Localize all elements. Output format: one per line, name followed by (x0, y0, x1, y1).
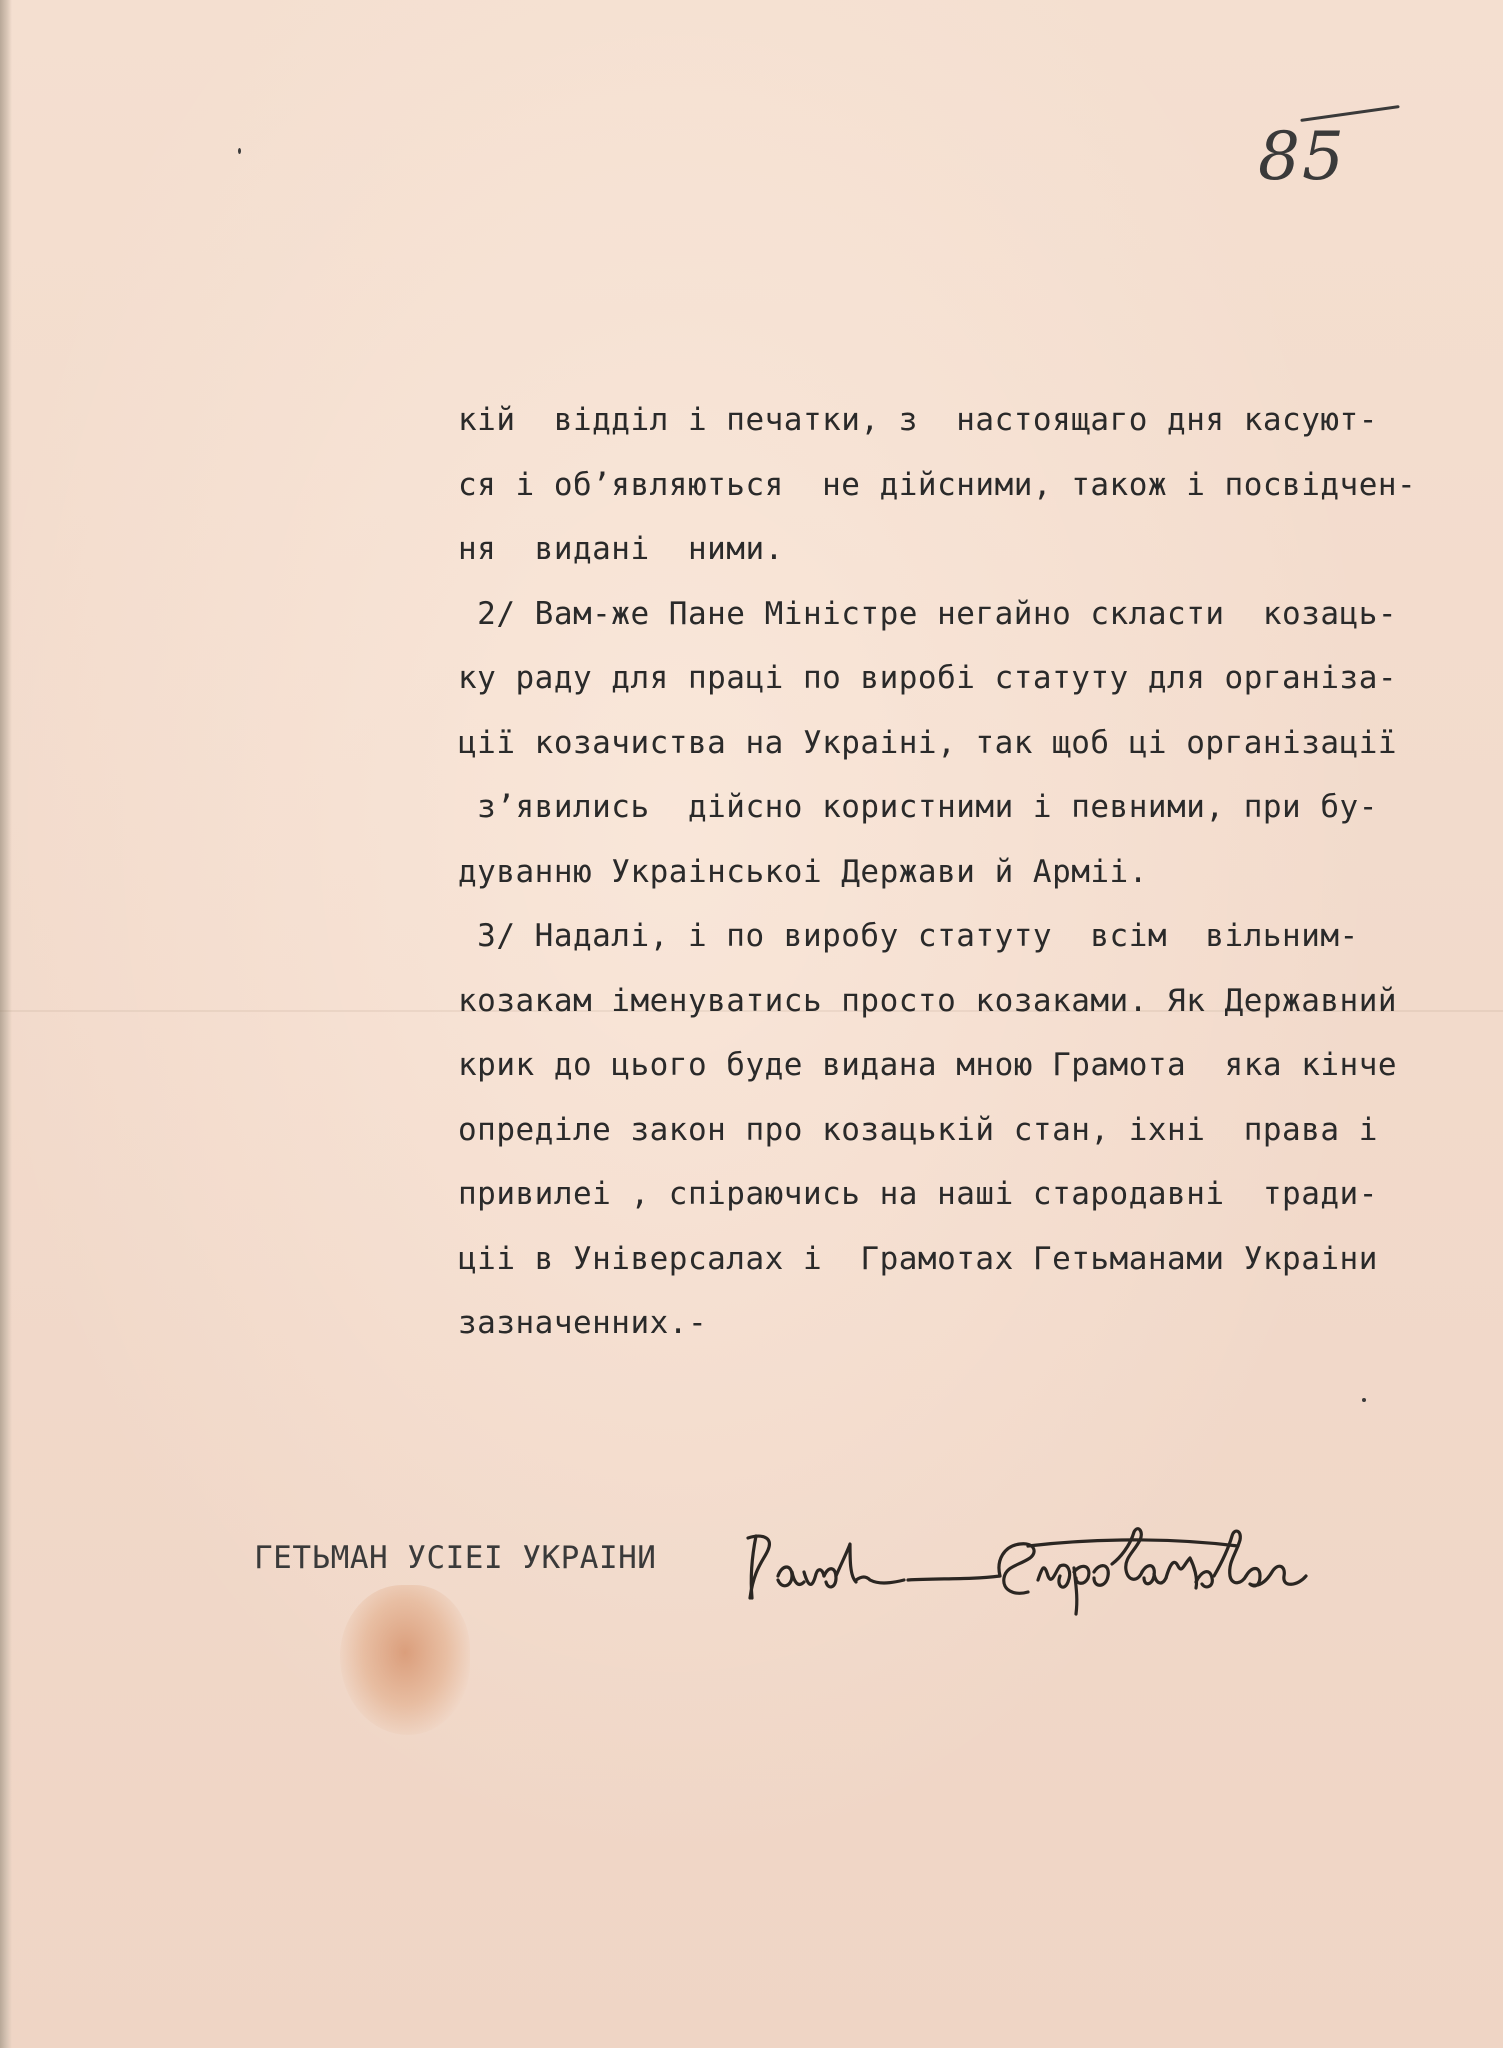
text-line: ціі в Універсалах і Грамотах Гетьманами Украіни (458, 1240, 1378, 1277)
signature-title: ГЕТЬМАН УСІЕІ УКРАІНИ (254, 1540, 657, 1576)
text-line: крик до цього буде видана мною Грамота яка кінче (458, 1047, 1398, 1083)
page-number-underline (1300, 105, 1399, 122)
text-line: ції козачиства на Украіні, так щоб ці організації (458, 724, 1398, 761)
text-line: кій відділ і печатки, з настоящаго дня касуют- (458, 402, 1378, 438)
text-line: ку раду для праці по виробі статуту для організа- (458, 660, 1398, 696)
text-line: 2/ Вам-же Пане Міністре негайно скласти козаць- (458, 595, 1398, 632)
handwritten-signature (738, 1506, 1358, 1616)
text-line: ся і об’являються не дійсними, також і посвідчен- (458, 466, 1417, 503)
page-number: 85 (1258, 118, 1346, 195)
paper-stain (340, 1585, 470, 1735)
text-line: опреділе закон про козацькій стан, іхні права і (458, 1111, 1378, 1148)
ink-speck (1362, 1398, 1366, 1402)
text-line: привилеі , спіраючись на наші стародавні тради- (458, 1176, 1378, 1212)
ink-speck (238, 148, 241, 154)
scan-edge (0, 0, 12, 2048)
text-line: ня видані ними. (458, 531, 784, 567)
text-line: 3/ Надалі, і по виробу статуту всім вільним- (458, 918, 1359, 954)
text-line: козакам іменуватись просто козаками. Як Державний (458, 982, 1398, 1019)
document-body (458, 388, 1468, 1356)
text-line: зазначенних.- (458, 1305, 708, 1341)
text-line: з’явились дійсно користними і певними, при бу- (458, 789, 1378, 825)
text-line: дуванню Украінськоі Держави й Арміі. (458, 853, 1148, 890)
